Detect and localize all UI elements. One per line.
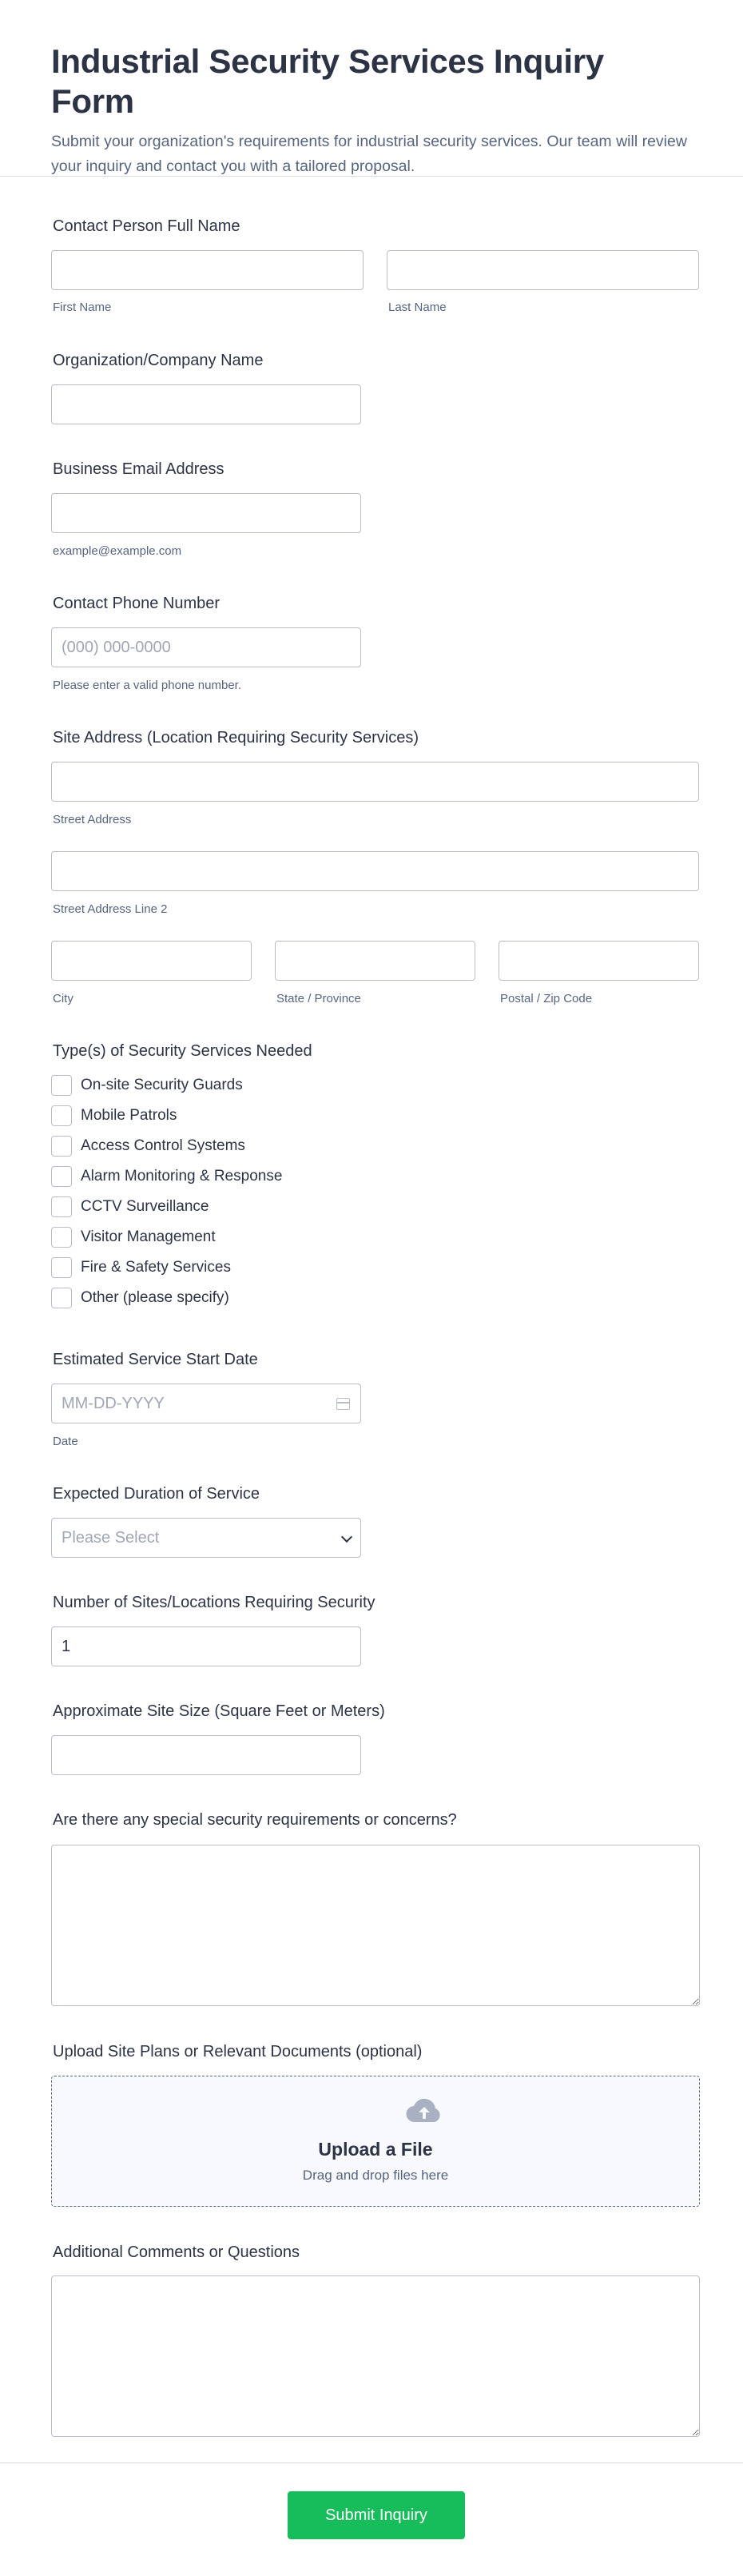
special-req-label: Are there any special security requirements or concerns? <box>53 1811 457 1829</box>
phone-sublabel: Please enter a valid phone number. <box>53 679 241 692</box>
service-option-other[interactable] <box>51 1287 229 1309</box>
num-sites-label: Number of Sites/Locations Requiring Security <box>53 1594 375 1611</box>
street-address-sublabel: Street Address <box>53 813 132 826</box>
service-option-patrols[interactable] <box>51 1105 177 1127</box>
state-sublabel: State / Province <box>276 992 361 1005</box>
upload-title: Upload a File <box>318 2139 433 2160</box>
phone-input[interactable] <box>51 627 361 667</box>
service-option-cctv[interactable] <box>51 1196 209 1218</box>
email-label: Business Email Address <box>53 460 224 478</box>
street-address-line2-input[interactable] <box>51 851 699 891</box>
upload-label: Upload Site Plans or Relevant Documents (optional) <box>53 2043 423 2060</box>
checkbox[interactable] <box>51 1075 72 1096</box>
service-option-label: Fire & Safety Services <box>81 1259 231 1276</box>
checkbox[interactable] <box>51 1196 72 1217</box>
first-name-sublabel: First Name <box>53 301 112 314</box>
start-date-sublabel: Date <box>53 1435 78 1448</box>
form-title: Industrial Security Services Inquiry Form <box>51 42 604 120</box>
service-option-label: On-site Security Guards <box>81 1077 243 1093</box>
header-divider <box>0 176 743 177</box>
city-input[interactable] <box>51 941 252 981</box>
last-name-input[interactable] <box>387 250 699 290</box>
last-name-sublabel: Last Name <box>388 301 447 314</box>
service-option-label: Visitor Management <box>81 1228 216 1245</box>
service-option-label: CCTV Surveillance <box>81 1198 209 1215</box>
zip-input[interactable] <box>499 941 699 981</box>
service-option-visitor[interactable] <box>51 1226 216 1248</box>
site-size-input[interactable] <box>51 1735 361 1775</box>
city-sublabel: City <box>53 992 74 1005</box>
street-address-input[interactable] <box>51 762 699 802</box>
checkbox[interactable] <box>51 1166 72 1187</box>
service-option-fire-safety[interactable] <box>51 1256 231 1279</box>
checkbox[interactable] <box>51 1105 72 1126</box>
upload-subtitle: Drag and drop files here <box>302 2168 449 2183</box>
duration-selected-value: Please Select <box>62 1528 160 1547</box>
checkbox[interactable] <box>51 1257 72 1278</box>
state-input[interactable] <box>275 941 475 981</box>
comments-textarea[interactable] <box>51 2275 700 2437</box>
cloud-upload-icon <box>405 2096 443 2128</box>
duration-select[interactable] <box>51 1518 361 1558</box>
special-req-textarea[interactable] <box>51 1845 700 2006</box>
service-option-alarm[interactable] <box>51 1165 282 1188</box>
start-date-label: Estimated Service Start Date <box>53 1351 258 1368</box>
checkbox[interactable] <box>51 1227 72 1248</box>
company-input[interactable] <box>51 384 361 424</box>
contact-name-label: Contact Person Full Name <box>53 217 240 235</box>
checkbox[interactable] <box>51 1288 72 1308</box>
form-header <box>51 42 690 179</box>
duration-label: Expected Duration of Service <box>53 1485 260 1503</box>
chevron-down-icon <box>341 1531 352 1543</box>
calendar-icon[interactable] <box>336 1398 350 1410</box>
first-name-input[interactable] <box>51 250 364 290</box>
comments-label: Additional Comments or Questions <box>53 2244 300 2261</box>
email-input[interactable] <box>51 493 361 533</box>
start-date-input[interactable] <box>51 1384 361 1423</box>
service-option-label: Other (please specify) <box>81 1289 229 1306</box>
form-description: Submit your organization's requirements for industrial security services. Our team will review your inquiry and contact you with a tailored proposal. <box>51 133 687 175</box>
company-label: Organization/Company Name <box>53 352 264 369</box>
file-upload-dropzone[interactable] <box>51 2076 700 2207</box>
checkbox[interactable] <box>51 1136 72 1157</box>
service-option-access-control[interactable] <box>51 1135 245 1157</box>
email-sublabel: example@example.com <box>53 544 182 558</box>
services-label: Type(s) of Security Services Needed <box>53 1042 312 1060</box>
address-label: Site Address (Location Requiring Security Services) <box>53 729 419 747</box>
service-option-label: Mobile Patrols <box>81 1107 177 1124</box>
submit-button[interactable]: Submit Inquiry <box>288 2491 465 2539</box>
phone-label: Contact Phone Number <box>53 595 221 612</box>
num-sites-input[interactable] <box>51 1626 361 1666</box>
service-option-guards[interactable] <box>51 1074 243 1097</box>
street-address-line2-sublabel: Street Address Line 2 <box>53 902 168 916</box>
zip-sublabel: Postal / Zip Code <box>500 992 593 1005</box>
site-size-label: Approximate Site Size (Square Feet or Meters) <box>53 1702 385 1720</box>
service-option-label: Access Control Systems <box>81 1137 245 1154</box>
service-option-label: Alarm Monitoring & Response <box>81 1168 283 1184</box>
